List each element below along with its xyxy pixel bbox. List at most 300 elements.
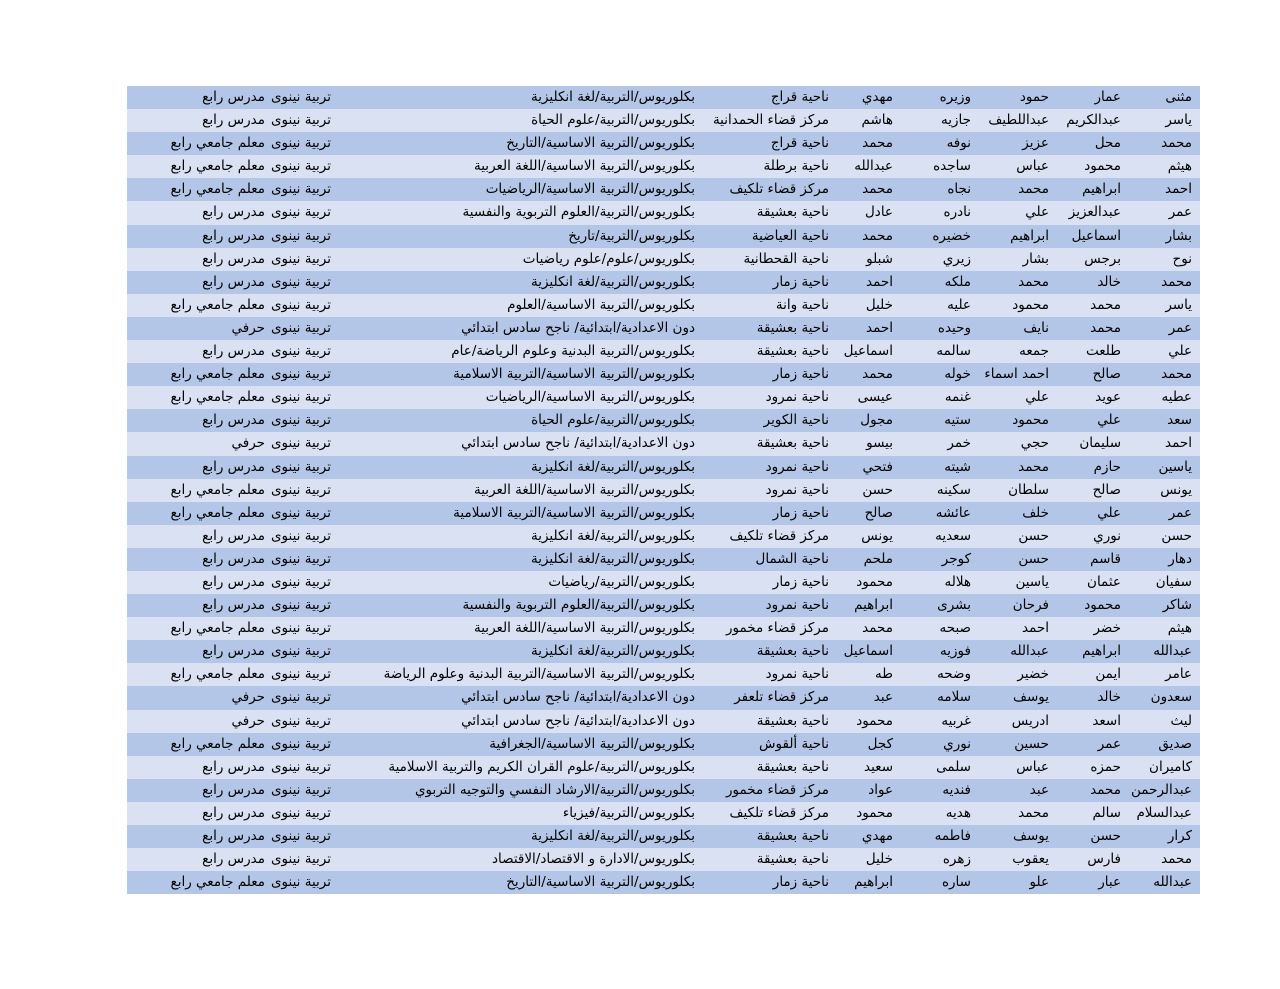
first-name-cell[interactable]: هيثم — [1167, 620, 1192, 637]
job-title-cell[interactable]: مدرس رابع — [202, 273, 265, 290]
degree-cell[interactable]: بكلوريوس/التربية الاساسية/اللغة العربية — [474, 620, 695, 637]
job-title-cell[interactable]: معلم جامعي رابع — [170, 181, 265, 198]
mother-father-name-cell[interactable]: محمد — [862, 181, 893, 198]
first-name-cell[interactable]: مثنى — [1165, 89, 1192, 105]
grandfather-name-cell[interactable]: عبداللطيف — [988, 112, 1049, 129]
location-cell[interactable]: مركز قضاء الحمدانية — [712, 112, 829, 129]
directorate-cell[interactable]: تربية نينوى — [270, 319, 331, 336]
father-name-cell[interactable]: محمود — [1084, 597, 1121, 614]
father-name-cell[interactable]: محمد — [1090, 781, 1121, 798]
job-title-cell[interactable]: مدرس رابع — [202, 458, 265, 475]
mother-name-cell[interactable]: خوله — [944, 366, 971, 383]
father-name-cell[interactable]: صالح — [1092, 366, 1121, 383]
first-name-cell[interactable]: احمد — [1165, 435, 1192, 452]
directorate-cell[interactable]: تربية نينوى — [270, 204, 331, 221]
grandfather-name-cell[interactable]: حمود — [1019, 89, 1049, 105]
job-title-cell[interactable]: مدرس رابع — [202, 250, 265, 267]
father-name-cell[interactable]: عبدالكريم — [1066, 112, 1121, 129]
directorate-cell[interactable]: تربية نينوى — [270, 735, 331, 752]
grandfather-name-cell[interactable]: حسين — [1014, 735, 1049, 752]
father-name-cell[interactable]: برجس — [1084, 250, 1121, 267]
degree-cell[interactable]: بكلوريوس/التربية الاساسية/الجغرافية — [489, 735, 695, 752]
first-name-cell[interactable]: كرار — [1167, 828, 1192, 844]
mother-name-cell[interactable]: وحيده — [937, 319, 971, 336]
mother-father-name-cell[interactable]: شبلو — [866, 250, 893, 267]
directorate-cell[interactable]: تربية نينوى — [270, 481, 331, 498]
location-cell[interactable]: ناحية ألقوش — [759, 735, 829, 752]
job-title-cell[interactable]: مدرس رابع — [202, 781, 265, 798]
mother-name-cell[interactable]: كوجر — [941, 550, 971, 567]
mother-father-name-cell[interactable]: محمد — [862, 135, 893, 152]
mother-father-name-cell[interactable]: اسماعيل — [843, 343, 893, 360]
degree-cell[interactable]: بكلوريوس/التربية الاساسية/التاريخ — [506, 874, 695, 891]
directorate-cell[interactable]: تربية نينوى — [270, 712, 331, 729]
mother-father-name-cell[interactable]: مهدي — [861, 89, 893, 105]
job-title-cell[interactable]: مدرس رابع — [202, 343, 265, 360]
mother-father-name-cell[interactable]: احمد — [866, 319, 893, 336]
father-name-cell[interactable]: سالم — [1092, 804, 1121, 821]
grandfather-name-cell[interactable]: حسن — [1018, 527, 1049, 544]
father-name-cell[interactable]: محمود — [1084, 158, 1121, 175]
mother-name-cell[interactable]: نجاه — [947, 181, 971, 198]
first-name-cell[interactable]: عامر — [1165, 666, 1192, 683]
first-name-cell[interactable]: عطيه — [1161, 389, 1192, 406]
father-name-cell[interactable]: علي — [1097, 504, 1121, 521]
father-name-cell[interactable]: حمزه — [1090, 758, 1121, 775]
job-title-cell[interactable]: مدرس رابع — [202, 527, 265, 544]
grandfather-name-cell[interactable]: محمود — [1012, 296, 1049, 313]
father-name-cell[interactable]: طلعت — [1086, 343, 1121, 360]
degree-cell[interactable]: بكلوريوس/التربية/العلوم التربوية والنفسية — [462, 204, 695, 221]
degree-cell[interactable]: بكلوريوس/التربية/لغة انكليزية — [530, 458, 695, 475]
location-cell[interactable]: ناحية نمرود — [765, 666, 829, 683]
grandfather-name-cell[interactable]: محمود — [1012, 412, 1049, 429]
father-name-cell[interactable]: اسماعيل — [1071, 227, 1121, 244]
mother-name-cell[interactable]: نوري — [943, 735, 971, 752]
location-cell[interactable]: ناحية الكوير — [763, 412, 829, 429]
grandfather-name-cell[interactable]: علي — [1025, 204, 1049, 221]
grandfather-name-cell[interactable]: عباس — [1016, 158, 1049, 175]
directorate-cell[interactable]: تربية نينوى — [270, 412, 331, 429]
mother-father-name-cell[interactable]: خليل — [865, 296, 893, 313]
job-title-cell[interactable]: مدرس رابع — [202, 758, 265, 775]
father-name-cell[interactable]: اسعد — [1092, 712, 1121, 729]
directorate-cell[interactable]: تربية نينوى — [270, 874, 331, 891]
mother-father-name-cell[interactable]: ابراهيم — [854, 874, 893, 891]
degree-cell[interactable]: بكلوريوس/التربية الاساسية/الرياضيات — [485, 389, 695, 406]
grandfather-name-cell[interactable]: جمعه — [1019, 343, 1049, 360]
degree-cell[interactable]: بكلوريوس/التربية/لغة انكليزية — [530, 643, 695, 660]
mother-name-cell[interactable]: زهره — [942, 851, 971, 868]
first-name-cell[interactable]: عبدالسلام — [1136, 804, 1192, 821]
job-title-cell[interactable]: مدرس رابع — [202, 204, 265, 221]
mother-name-cell[interactable]: وزيره — [939, 89, 971, 105]
job-title-cell[interactable]: معلم جامعي رابع — [170, 366, 265, 383]
mother-name-cell[interactable]: هديه — [945, 804, 971, 821]
degree-cell[interactable]: دون الاعدادية/ابتدائية/ ناجح سادس ابتدائي — [461, 689, 695, 706]
mother-father-name-cell[interactable]: صالح — [864, 504, 893, 521]
location-cell[interactable]: مركز قضاء مخمور — [725, 781, 829, 798]
location-cell[interactable]: ناحية بعشيقة — [756, 712, 829, 729]
job-title-cell[interactable]: معلم جامعي رابع — [170, 666, 265, 683]
father-name-cell[interactable]: ابراهيم — [1082, 643, 1121, 660]
job-title-cell[interactable]: معلم جامعي رابع — [170, 481, 265, 498]
job-title-cell[interactable]: مدرس رابع — [202, 643, 265, 660]
degree-cell[interactable]: بكلوريوس/التربية البدنية وعلوم الرياضة/عام — [451, 343, 695, 360]
location-cell[interactable]: ناحية القحطانية — [743, 250, 829, 267]
location-cell[interactable]: ناحية بعشيقة — [756, 319, 829, 336]
first-name-cell[interactable]: ياسر — [1165, 296, 1192, 313]
grandfather-name-cell[interactable]: حسن — [1018, 550, 1049, 567]
directorate-cell[interactable]: تربية نينوى — [270, 389, 331, 406]
mother-father-name-cell[interactable]: احمد — [866, 273, 893, 290]
location-cell[interactable]: ناحية نمرود — [765, 597, 829, 614]
job-title-cell[interactable]: معلم جامعي رابع — [170, 135, 265, 152]
job-title-cell[interactable]: مدرس رابع — [202, 112, 265, 129]
grandfather-name-cell[interactable]: عباس — [1016, 758, 1049, 775]
first-name-cell[interactable]: عبدالله — [1153, 643, 1192, 660]
mother-name-cell[interactable]: صبحه — [939, 620, 971, 637]
mother-father-name-cell[interactable]: عبد — [873, 689, 893, 706]
mother-father-name-cell[interactable]: محمود — [856, 573, 893, 590]
directorate-cell[interactable]: تربية نينوى — [270, 158, 331, 175]
mother-father-name-cell[interactable]: مهدي — [861, 828, 893, 844]
degree-cell[interactable]: بكلوريوس/التربية الاساسية/التربية الاسلامية — [453, 366, 695, 383]
directorate-cell[interactable]: تربية نينوى — [270, 435, 331, 452]
mother-name-cell[interactable]: سكينه — [936, 481, 971, 498]
mother-father-name-cell[interactable]: مجول — [860, 412, 893, 429]
first-name-cell[interactable]: ياسين — [1158, 458, 1192, 475]
grandfather-name-cell[interactable]: حجي — [1020, 435, 1049, 452]
grandfather-name-cell[interactable]: محمد — [1018, 273, 1049, 290]
mother-name-cell[interactable]: ستيه — [944, 412, 971, 429]
location-cell[interactable]: ناحية برطلة — [763, 158, 829, 175]
job-title-cell[interactable]: حرفي — [231, 435, 265, 452]
grandfather-name-cell[interactable]: خلف — [1022, 504, 1049, 521]
father-name-cell[interactable]: نوري — [1093, 527, 1121, 544]
mother-name-cell[interactable]: ساره — [941, 874, 971, 891]
directorate-cell[interactable]: تربية نينوى — [270, 666, 331, 683]
degree-cell[interactable]: بكلوريوس/التربية/رياضيات — [548, 573, 695, 590]
mother-father-name-cell[interactable]: محمود — [856, 804, 893, 821]
degree-cell[interactable]: بكلوريوس/التربية الاساسية/التاريخ — [506, 135, 695, 152]
mother-name-cell[interactable]: عائشه — [935, 504, 971, 521]
degree-cell[interactable]: بكلوريوس/التربية/لغة انكليزية — [530, 527, 695, 544]
location-cell[interactable]: ناحية العياضية — [751, 227, 829, 244]
job-title-cell[interactable]: مدرس رابع — [202, 804, 265, 821]
mother-father-name-cell[interactable]: حسن — [862, 481, 893, 498]
mother-name-cell[interactable]: فنديه — [942, 781, 971, 798]
grandfather-name-cell[interactable]: علو — [1029, 874, 1049, 891]
grandfather-name-cell[interactable]: ابراهيم — [1010, 227, 1049, 244]
degree-cell[interactable]: بكلوريوس/التربية/علوم القران الكريم والتربية الاسلامية — [388, 758, 695, 775]
mother-father-name-cell[interactable]: بيسو — [866, 435, 893, 452]
directorate-cell[interactable]: تربية نينوى — [270, 273, 331, 290]
grandfather-name-cell[interactable]: ياسين — [1015, 573, 1049, 590]
grandfather-name-cell[interactable]: سلطان — [1008, 481, 1049, 498]
job-title-cell[interactable]: معلم جامعي رابع — [170, 296, 265, 313]
degree-cell[interactable]: بكلوريوس/التربية/تاريخ — [568, 227, 695, 244]
first-name-cell[interactable]: احمد — [1165, 181, 1192, 198]
location-cell[interactable]: ناحية زمار — [772, 366, 829, 383]
first-name-cell[interactable]: محمد — [1161, 135, 1192, 152]
degree-cell[interactable]: بكلوريوس/الادارة و الاقتصاد/الاقتصاد — [491, 851, 695, 868]
directorate-cell[interactable]: تربية نينوى — [270, 366, 331, 383]
first-name-cell[interactable]: سفيان — [1155, 573, 1192, 590]
location-cell[interactable]: مركز قضاء تلعفر — [734, 689, 829, 706]
grandfather-name-cell[interactable]: ادريس — [1011, 712, 1049, 729]
degree-cell[interactable]: بكلوريوس/التربية الاساسية/التربية البدنية وعلوم الرياضة — [383, 666, 695, 683]
directorate-cell[interactable]: تربية نينوى — [270, 527, 331, 544]
degree-cell[interactable]: بكلوريوس/التربية/علوم الحياة — [531, 412, 695, 429]
job-title-cell[interactable]: مدرس رابع — [202, 851, 265, 868]
degree-cell[interactable]: بكلوريوس/التربية الاساسية/الرياضيات — [485, 181, 695, 198]
job-title-cell[interactable]: معلم جامعي رابع — [170, 158, 265, 175]
father-name-cell[interactable]: ايمن — [1095, 666, 1121, 683]
degree-cell[interactable]: بكلوريوس/التربية الاساسية/التربية الاسلامية — [453, 504, 695, 521]
job-title-cell[interactable]: معلم جامعي رابع — [170, 504, 265, 521]
mother-name-cell[interactable]: خضيره — [932, 227, 971, 244]
grandfather-name-cell[interactable]: نايف — [1023, 319, 1049, 336]
mother-name-cell[interactable]: فاطمه — [934, 828, 971, 844]
directorate-cell[interactable]: تربية نينوى — [270, 851, 331, 868]
job-title-cell[interactable]: مدرس رابع — [202, 89, 265, 105]
mother-name-cell[interactable]: بشرى — [937, 597, 971, 614]
directorate-cell[interactable]: تربية نينوى — [270, 250, 331, 267]
mother-father-name-cell[interactable]: محمد — [862, 620, 893, 637]
mother-father-name-cell[interactable]: عادل — [865, 204, 893, 221]
location-cell[interactable]: ناحية بعشيقة — [756, 643, 829, 660]
father-name-cell[interactable]: حسن — [1090, 828, 1121, 844]
job-title-cell[interactable]: مدرس رابع — [202, 412, 265, 429]
degree-cell[interactable]: دون الاعدادية/ابتدائية/ ناجح سادس ابتدائي — [461, 712, 695, 729]
directorate-cell[interactable]: تربية نينوى — [270, 620, 331, 637]
first-name-cell[interactable]: سعد — [1167, 412, 1192, 429]
mother-father-name-cell[interactable]: هاشم — [861, 112, 893, 129]
directorate-cell[interactable]: تربية نينوى — [270, 781, 331, 798]
grandfather-name-cell[interactable]: محمد — [1018, 181, 1049, 198]
mother-father-name-cell[interactable]: محمد — [862, 366, 893, 383]
father-name-cell[interactable]: قاسم — [1090, 550, 1121, 567]
degree-cell[interactable]: بكلوريوس/التربية/فيزياء — [562, 804, 695, 821]
mother-father-name-cell[interactable]: كجل — [867, 735, 893, 752]
job-title-cell[interactable]: معلم جامعي رابع — [170, 620, 265, 637]
location-cell[interactable]: مركز قضاء مخمور — [725, 620, 829, 637]
location-cell[interactable]: ناحية بعشيقة — [756, 435, 829, 452]
mother-name-cell[interactable]: خمر — [947, 435, 971, 452]
directorate-cell[interactable]: تربية نينوى — [270, 828, 331, 844]
location-cell[interactable]: ناحية بعشيقة — [756, 851, 829, 868]
mother-name-cell[interactable]: جازيه — [941, 112, 971, 129]
father-name-cell[interactable]: عويد — [1095, 389, 1121, 406]
first-name-cell[interactable]: عمر — [1168, 319, 1192, 336]
mother-name-cell[interactable]: عليه — [947, 296, 971, 313]
job-title-cell[interactable]: حرفي — [231, 319, 265, 336]
mother-father-name-cell[interactable]: محمد — [862, 227, 893, 244]
directorate-cell[interactable]: تربية نينوى — [270, 458, 331, 475]
directorate-cell[interactable]: تربية نينوى — [270, 135, 331, 152]
directorate-cell[interactable]: تربية نينوى — [270, 343, 331, 360]
mother-father-name-cell[interactable]: فتحي — [862, 458, 893, 475]
mother-father-name-cell[interactable]: عواد — [868, 781, 893, 798]
directorate-cell[interactable]: تربية نينوى — [270, 573, 331, 590]
mother-father-name-cell[interactable]: خليل — [865, 851, 893, 868]
job-title-cell[interactable]: مدرس رابع — [202, 227, 265, 244]
location-cell[interactable]: ناحية بعشيقة — [756, 343, 829, 360]
degree-cell[interactable]: بكلوريوس/التربية/لغة انكليزية — [530, 550, 695, 567]
mother-name-cell[interactable]: نوفه — [946, 135, 971, 152]
first-name-cell[interactable]: ياسر — [1165, 112, 1192, 129]
directorate-cell[interactable]: تربية نينوى — [270, 550, 331, 567]
first-name-cell[interactable]: عمر — [1168, 504, 1192, 521]
location-cell[interactable]: ناحية زمار — [772, 504, 829, 521]
degree-cell[interactable]: دون الاعدادية/ابتدائية/ ناجح سادس ابتدائي — [461, 435, 695, 452]
directorate-cell[interactable]: تربية نينوى — [270, 89, 331, 105]
father-name-cell[interactable]: ابراهيم — [1082, 181, 1121, 198]
mother-name-cell[interactable]: سالمه — [936, 343, 971, 360]
job-title-cell[interactable]: مدرس رابع — [202, 573, 265, 590]
first-name-cell[interactable]: عمر — [1168, 204, 1192, 221]
first-name-cell[interactable]: صديق — [1158, 735, 1192, 752]
grandfather-name-cell[interactable]: يعقوب — [1012, 851, 1049, 868]
first-name-cell[interactable]: علي — [1168, 343, 1192, 360]
location-cell[interactable]: ناحية الشمال — [755, 550, 829, 567]
first-name-cell[interactable]: ليث — [1170, 712, 1192, 729]
degree-cell[interactable]: بكلوريوس/التربية/العلوم التربوية والنفسية — [462, 597, 695, 614]
mother-name-cell[interactable]: غنمه — [944, 389, 971, 406]
directorate-cell[interactable]: تربية نينوى — [270, 597, 331, 614]
degree-cell[interactable]: دون الاعدادية/ابتدائية/ ناجح سادس ابتدائي — [461, 319, 695, 336]
mother-father-name-cell[interactable]: طه — [875, 666, 893, 683]
location-cell[interactable]: ناحية نمرود — [765, 458, 829, 475]
mother-name-cell[interactable]: سلمى — [936, 758, 971, 775]
first-name-cell[interactable]: عبدالله — [1153, 874, 1192, 891]
degree-cell[interactable]: بكلوريوس/علوم/علوم رياضيات — [522, 250, 695, 267]
grandfather-name-cell[interactable]: خضير — [1017, 666, 1049, 683]
mother-name-cell[interactable]: شيته — [944, 458, 971, 475]
mother-father-name-cell[interactable]: اسماعيل — [843, 643, 893, 660]
directorate-cell[interactable]: تربية نينوى — [270, 643, 331, 660]
directorate-cell[interactable]: تربية نينوى — [270, 504, 331, 521]
mother-name-cell[interactable]: غربيه — [941, 712, 971, 729]
first-name-cell[interactable]: محمد — [1161, 366, 1192, 383]
location-cell[interactable]: ناحية زمار — [772, 273, 829, 290]
grandfather-name-cell[interactable]: يوسف — [1012, 689, 1049, 706]
job-title-cell[interactable]: مدرس رابع — [202, 550, 265, 567]
location-cell[interactable]: مركز قضاء تلكيف — [729, 527, 829, 544]
directorate-cell[interactable]: تربية نينوى — [270, 758, 331, 775]
father-name-cell[interactable]: خالد — [1097, 273, 1121, 290]
first-name-cell[interactable]: كاميران — [1149, 758, 1192, 775]
location-cell[interactable]: ناحية نمرود — [765, 389, 829, 406]
first-name-cell[interactable]: يونس — [1160, 481, 1192, 498]
father-name-cell[interactable]: خضر — [1093, 620, 1121, 637]
first-name-cell[interactable]: حسن — [1161, 527, 1192, 544]
grandfather-name-cell[interactable]: علي — [1025, 389, 1049, 406]
father-name-cell[interactable]: سليمان — [1079, 435, 1121, 452]
first-name-cell[interactable]: بشار — [1165, 227, 1192, 244]
grandfather-name-cell[interactable]: عبد — [1029, 781, 1049, 798]
father-name-cell[interactable]: عمر — [1097, 735, 1121, 752]
location-cell[interactable]: ناحية نمرود — [765, 481, 829, 498]
first-name-cell[interactable]: محمد — [1161, 851, 1192, 868]
location-cell[interactable]: ناحية بعشيقة — [756, 204, 829, 221]
degree-cell[interactable]: بكلوريوس/التربية/علوم الحياة — [531, 112, 695, 129]
job-title-cell[interactable]: حرفي — [231, 689, 265, 706]
grandfather-name-cell[interactable]: عزيز — [1022, 135, 1049, 152]
directorate-cell[interactable]: تربية نينوى — [270, 181, 331, 198]
mother-father-name-cell[interactable]: محمود — [856, 712, 893, 729]
job-title-cell[interactable]: حرفي — [231, 712, 265, 729]
mother-name-cell[interactable]: ساجده — [933, 158, 971, 175]
first-name-cell[interactable]: دهار — [1168, 550, 1192, 567]
degree-cell[interactable]: بكلوريوس/التربية الاساسية/اللغة العربية — [474, 481, 695, 498]
location-cell[interactable]: مركز قضاء تلكيف — [729, 804, 829, 821]
father-name-cell[interactable]: فارس — [1087, 851, 1121, 868]
mother-father-name-cell[interactable]: ابراهيم — [854, 597, 893, 614]
mother-father-name-cell[interactable]: عبدالله — [854, 158, 893, 175]
degree-cell[interactable]: بكلوريوس/التربية/لغة انكليزية — [530, 828, 695, 844]
mother-name-cell[interactable]: وضحه — [937, 666, 971, 683]
mother-father-name-cell[interactable]: عيسى — [857, 389, 893, 406]
grandfather-name-cell[interactable]: احمد — [1022, 620, 1049, 637]
grandfather-name-cell[interactable]: احمد اسماء — [984, 366, 1049, 383]
job-title-cell[interactable]: معلم جامعي رابع — [170, 874, 265, 891]
directorate-cell[interactable]: تربية نينوى — [270, 227, 331, 244]
job-title-cell[interactable]: مدرس رابع — [202, 597, 265, 614]
degree-cell[interactable]: بكلوريوس/التربية الاساسية/اللغة العربية — [474, 158, 695, 175]
degree-cell[interactable]: بكلوريوس/التربية/لغة انكليزية — [530, 89, 695, 105]
location-cell[interactable]: ناحية بعشيقة — [756, 828, 829, 844]
father-name-cell[interactable]: خالد — [1097, 689, 1121, 706]
mother-name-cell[interactable]: فوزيه — [940, 643, 971, 660]
grandfather-name-cell[interactable]: فرحان — [1012, 597, 1049, 614]
first-name-cell[interactable]: محمد — [1161, 273, 1192, 290]
first-name-cell[interactable]: شاكر — [1162, 597, 1192, 614]
grandfather-name-cell[interactable]: يوسف — [1012, 828, 1049, 844]
father-name-cell[interactable]: علي — [1097, 412, 1121, 429]
mother-name-cell[interactable]: نادره — [943, 204, 971, 221]
directorate-cell[interactable]: تربية نينوى — [270, 689, 331, 706]
location-cell[interactable]: ناحية زمار — [772, 573, 829, 590]
first-name-cell[interactable]: نوح — [1172, 250, 1192, 267]
job-title-cell[interactable]: معلم جامعي رابع — [170, 735, 265, 752]
mother-father-name-cell[interactable]: ملحم — [863, 550, 893, 567]
father-name-cell[interactable]: محمد — [1090, 319, 1121, 336]
location-cell[interactable]: ناحية قراج — [770, 89, 829, 105]
degree-cell[interactable]: بكلوريوس/التربية/الارشاد النفسي والتوجيه التربوي — [414, 781, 695, 798]
degree-cell[interactable]: بكلوريوس/التربية/لغة انكليزية — [530, 273, 695, 290]
first-name-cell[interactable]: هيثم — [1167, 158, 1192, 175]
mother-name-cell[interactable]: هلاله — [944, 573, 971, 590]
job-title-cell[interactable]: معلم جامعي رابع — [170, 389, 265, 406]
mother-name-cell[interactable]: سعديه — [935, 527, 971, 544]
father-name-cell[interactable]: صالح — [1092, 481, 1121, 498]
location-cell[interactable]: ناحية قراج — [770, 135, 829, 152]
grandfather-name-cell[interactable]: محمد — [1018, 804, 1049, 821]
directorate-cell[interactable]: تربية نينوى — [270, 112, 331, 129]
mother-name-cell[interactable]: سلامه — [937, 689, 971, 706]
degree-cell[interactable]: بكلوريوس/التربية الاساسية/العلوم — [507, 296, 695, 313]
first-name-cell[interactable]: عبدالرحمن — [1131, 781, 1192, 798]
location-cell[interactable]: مركز قضاء تلكيف — [729, 181, 829, 198]
father-name-cell[interactable]: عثمان — [1087, 573, 1121, 590]
directorate-cell[interactable]: تربية نينوى — [270, 804, 331, 821]
father-name-cell[interactable]: حازم — [1093, 458, 1121, 475]
father-name-cell[interactable]: محل — [1094, 135, 1121, 152]
father-name-cell[interactable]: محمد — [1090, 296, 1121, 313]
job-title-cell[interactable]: مدرس رابع — [202, 828, 265, 844]
